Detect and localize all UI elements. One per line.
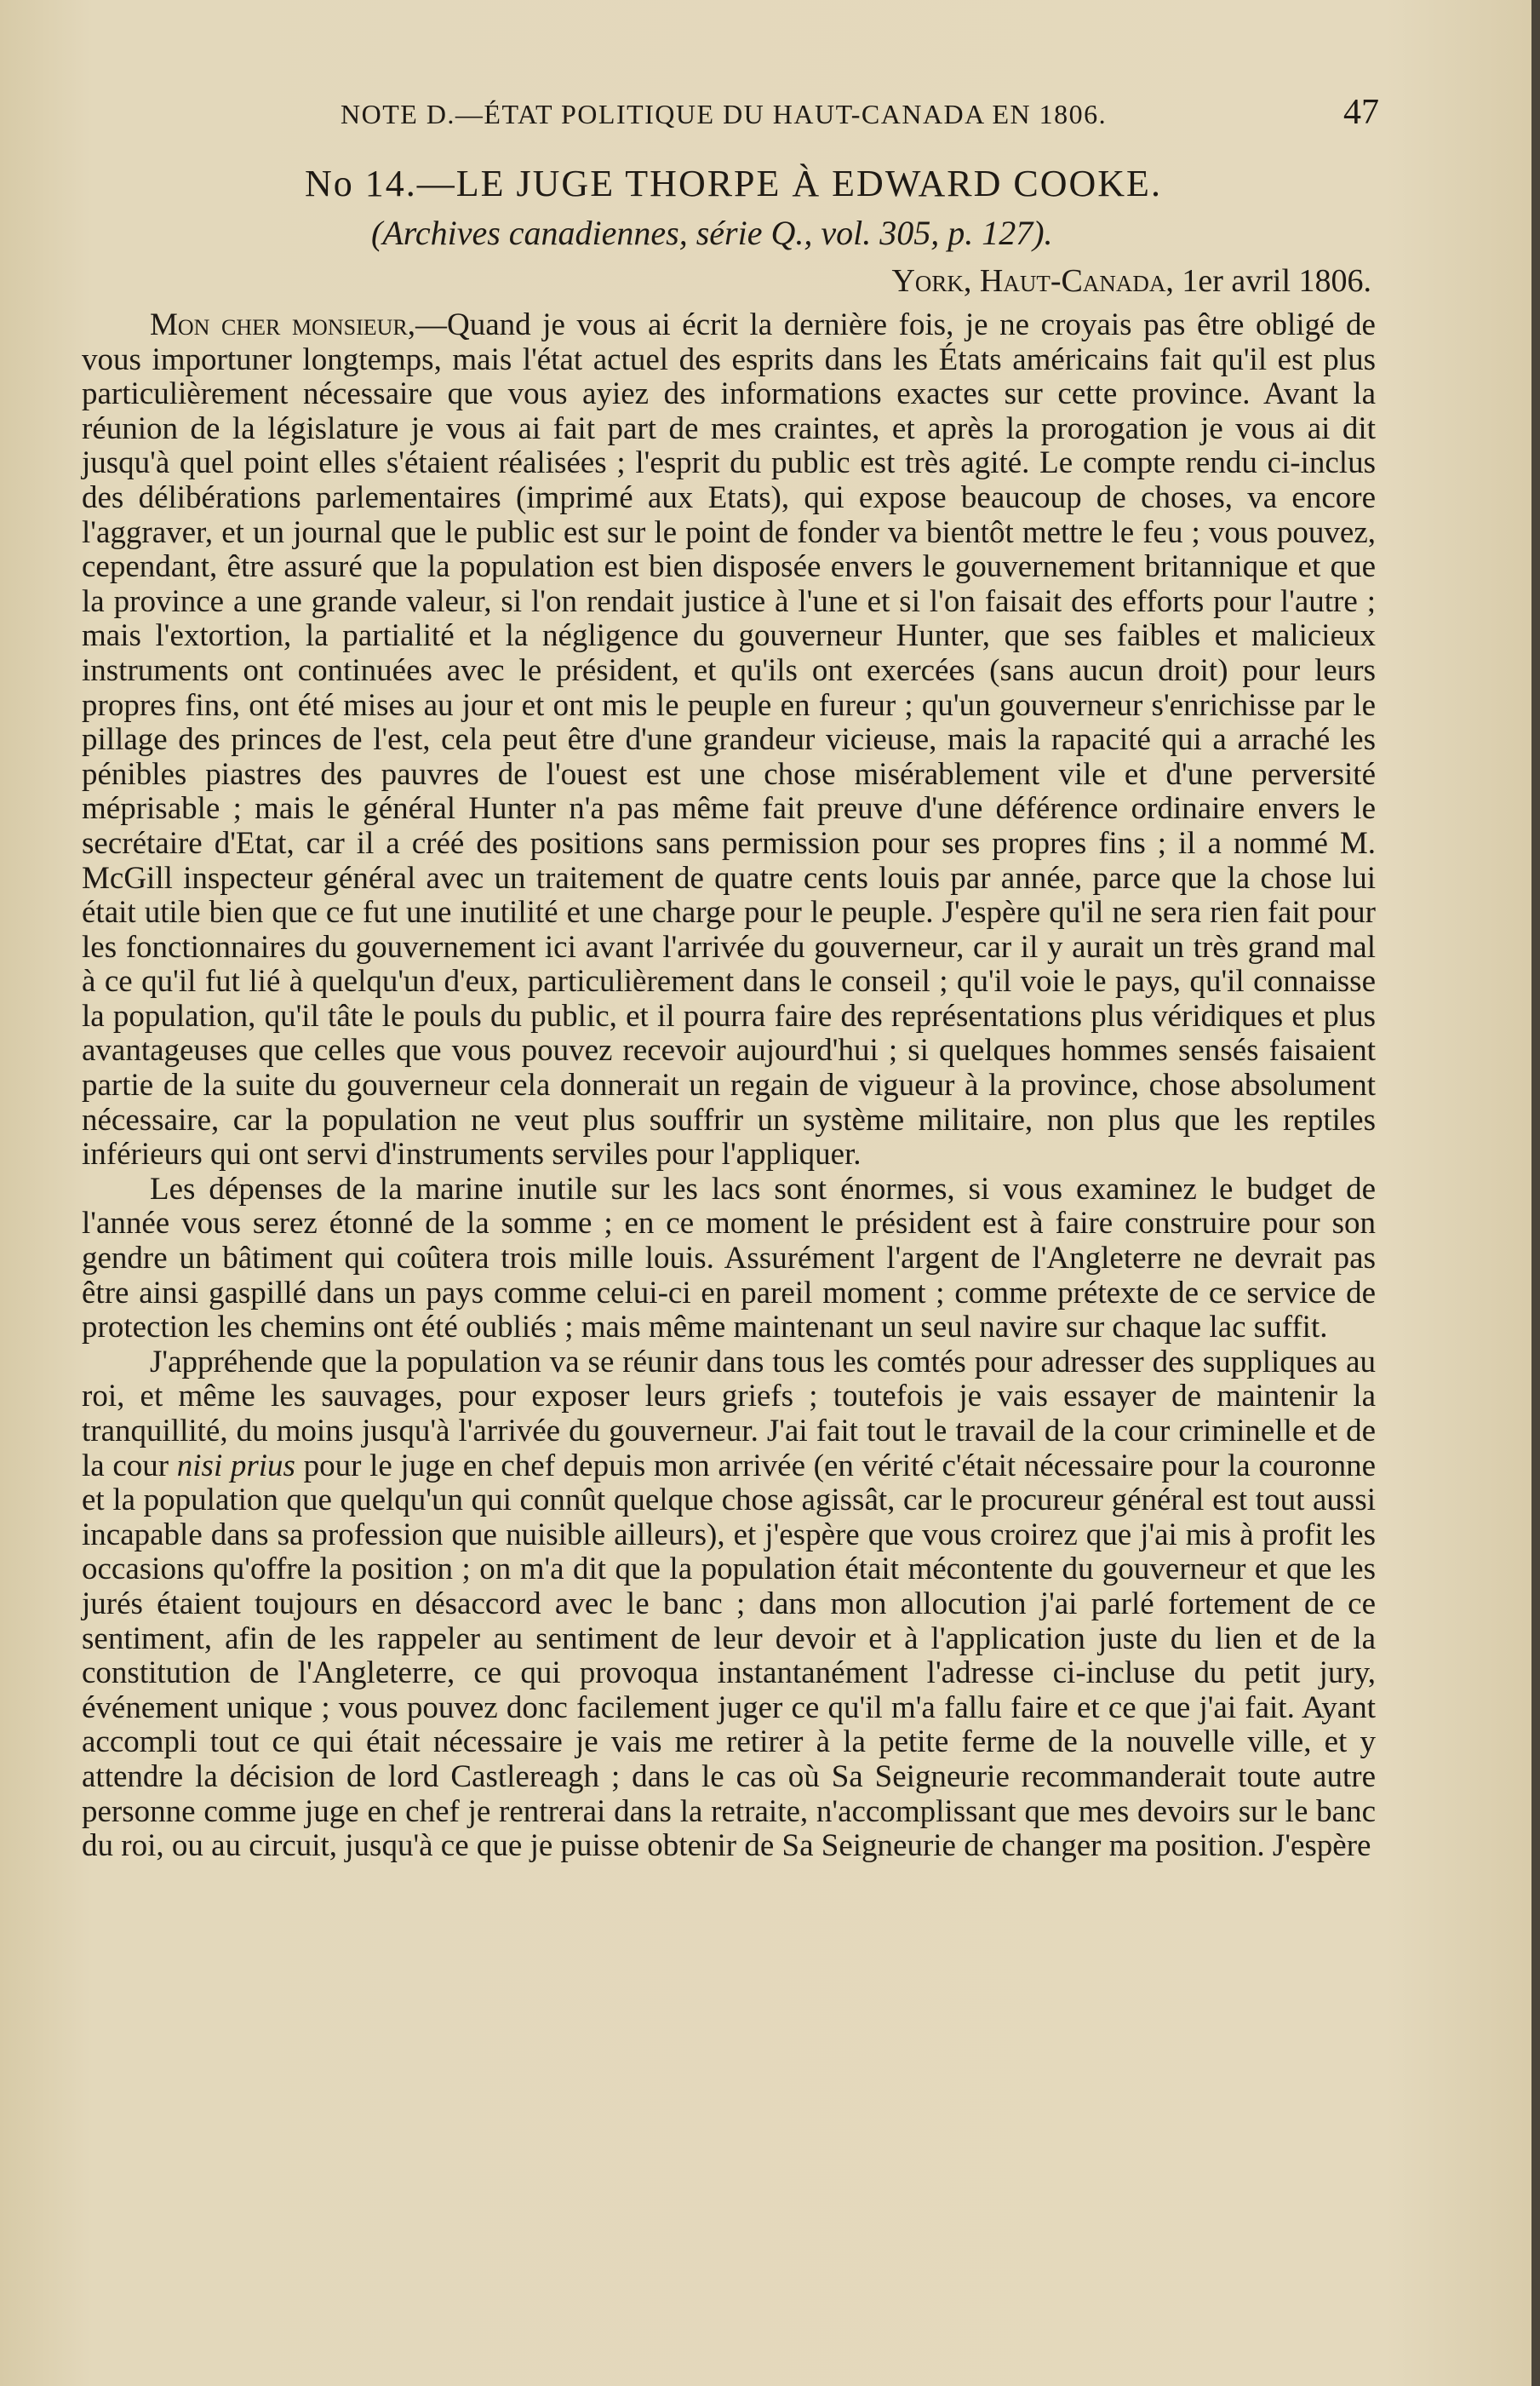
letter-body bbox=[82, 308, 1376, 1864]
document-title: No 14.—LE JUGE THORPE À EDWARD COOKE. bbox=[305, 163, 1162, 204]
paragraph-3 bbox=[82, 1345, 1376, 1864]
page-edge-shadow bbox=[1531, 0, 1540, 2386]
paragraph-3-text-b: pour le juge en chef depuis mon arrivée (en vérité c'était nécessaire pour la couronne et la population que quelqu'un qui connût quelque chose agissât, car le procureur général est tout aussi incapable dans sa profession que nuisible ailleurs), et j'espère que vous croirez que j'ai mis à profit les occasions qu'offre la position ; on m'a dit que la population était mécontente du gouverneur et que les jurés étaient toujours en désaccord avec le banc ; dans mon allocution j'ai parlé fortement de ce sentiment, afin de les rappeler au sentiment de leur devoir et à l'application juste du lien et de la constitution de l'Angleterre, ce qui provoqua instantanément l'adresse ci-incluse du petit jury, événement unique ; vous pouvez donc facilement juger ce qu'il m'a fallu faire et ce que j'ai fait. Ayant accompli tout ce qui était nécessaire je vais me retirer à la petite ferme de la nouvelle ville, et y attendre la décision de lord Castlereagh ; dans le cas où Sa Seigneurie recommanderait toute autre personne comme juge en chef je rentrerai dans la retraite, n'accomplissant que mes devoirs sur le banc du roi, ou au circuit, jusqu'à ce que je puisse obtenir de Sa Seigneurie de changer ma position. J'espère bbox=[82, 1448, 1377, 1864]
paragraph-1 bbox=[82, 308, 1376, 1173]
salutation: Mon cher monsieur, bbox=[150, 307, 415, 342]
running-header bbox=[341, 92, 1379, 135]
dateline-date: 1er avril 1806. bbox=[1182, 263, 1371, 299]
document-source: (Archives canadiennes, série Q., vol. 305, p. 127). bbox=[371, 214, 1053, 252]
running-title: NOTE D.—ÉTAT POLITIQUE DU HAUT-CANADA EN 1806. bbox=[341, 99, 1108, 129]
paragraph-1-text: —Quand je vous ai écrit la dernière fois, je ne croyais pas être obligé de vous importuner longtemps, mais l'état actuel des esprits dans les États américains fait qu'il est plus particulièrement nécessaire que vous ayiez des informations exactes sur cette province. Avant la réunion de la législature je vous ai fait part de mes craintes, et après la prorogation je vous ai dit jusqu'à quel point elles s'étaient réalisées ; l'esprit du public est très agité. Le compte rendu ci-inclus des délibérations parlementaires (imprimé aux Etats), qui expose beaucoup de choses, va encore l'aggraver, et un journal que le public est sur le point de fonder va bientôt mettre le feu ; vous pouvez, cependant, être assuré que la population est bien disposée envers le gouvernement britannique et que la province a une grande valeur, si l'on rendait justice à l'une et si l'on faisait des efforts pour l'autre ; mais l'extortion, la partialité et la négligence du gouverneur Hunter, que ses faibles et malicieux instruments ont continuées avec le président, et qu'ils ont exercées (sans aucun droit) pour leurs propres fins, ont été mises au jour et ont mis le peuple en fureur ; qu'un gouverneur s'enrichisse par le pillage des princes de l'est, cela peut être d'une grandeur vicieuse, mais la rapacité qui a arraché les pénibles piastres des pauvres de l'ouest est une chose misérablement vile et d'une perversité méprisable ; mais le général Hunter n'a pas même fait preuve d'une déférence ordinaire envers le secrétaire d'Etat, car il a créé des positions sans permission pour ses propres fins ; il a nommé M. McGill inspecteur général avec un traitement de quatre cents louis par année, parce que la chose lui était utile bien que ce fut une inutilité et une charge pour le peuple. J'espère qu'il ne sera rien fait pour les fonctionnaires du gouvernement ici avant l'arrivée du gouverneur, car il y aurait un très grand mal à ce qu'il fut lié à quelqu'un d'eux, particulièrement dans le conseil ; qu'il voie le pays, qu'il connaisse la population, qu'il tâte le pouls du public, et il pourra faire des représentations plus véridiques et plus avantageuses que celles que vous pouvez recevoir aujourd'hui ; si quelques hommes sensés faisaient partie de la suite du gouverneur cela donnerait un regain de vigueur à la province, chose absolument nécessaire, car la population ne veut plus souffrir un système militaire, non plus que les reptiles inférieurs qui ont servi d'instruments serviles pour l'appliquer. bbox=[82, 307, 1376, 1173]
paragraph-2: Les dépenses de la marine inutile sur les lacs sont énormes, si vous examinez le budget de l'année vous serez étonné de la somme ; en ce moment le président est à faire construire pour son gendre un bâtiment qui coûtera trois mille louis. Assurément l'argent de l'Angleterre ne devrait pas être ainsi gaspillé dans un pays comme celui-ci en pareil moment ; comme prétexte de ce service de protection les chemins ont été oubliés ; mais même maintenant un seul navire sur chaque lac suffit. bbox=[82, 1171, 1376, 1345]
page-number: 47 bbox=[1343, 93, 1379, 132]
dateline-place: York, Haut-Canada, bbox=[891, 263, 1174, 299]
italic-phrase: nisi prius bbox=[176, 1448, 295, 1483]
document-dateline bbox=[891, 262, 1371, 300]
paragraph-3-text-a: J'appréhende que la population va se réunir dans tous les comtés pour adresser des suppliques au roi, et même les sauvages, pour exposer leurs griefs ; toutefois je vais essayer de maintenir la tranquillité, du moins jusqu'à l'arrivée du gouverneur. J'ai fait tout le travail de la cour criminelle et de la cour bbox=[82, 1344, 1376, 1483]
